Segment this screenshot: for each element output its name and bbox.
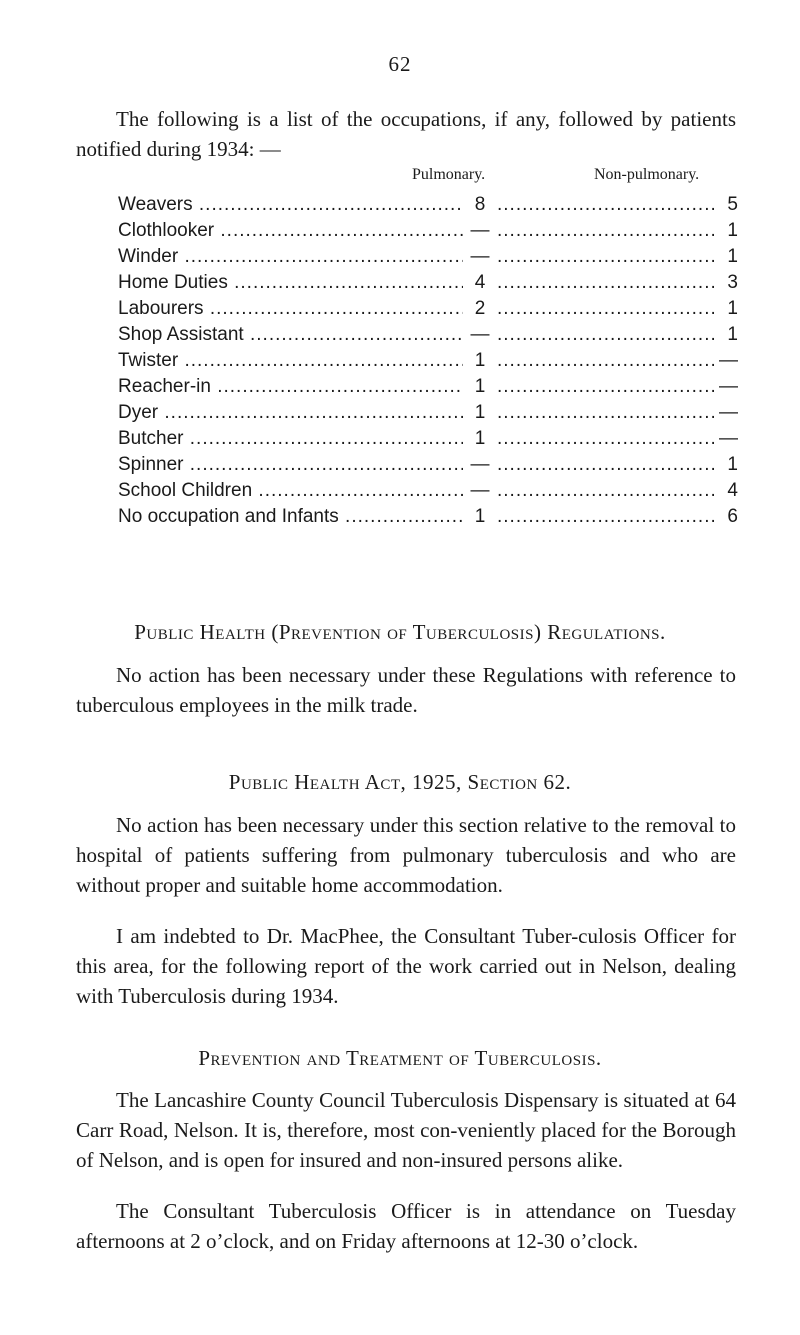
leader-dots	[497, 350, 722, 372]
occupation-cell: Spinner .....	[118, 454, 463, 476]
table-row	[118, 454, 738, 480]
occupation-cell: Butcher .....	[118, 428, 463, 450]
non-pulmonary-cell: 1	[714, 298, 738, 320]
occupation-cell: Winder .....	[118, 246, 463, 268]
intro-paragraph: The following is a list of the occupations, if any, followed by patients notified during 1934: —	[76, 107, 736, 161]
non-pulmonary-cell: 4	[714, 480, 738, 502]
occupation-cell: Shop Assistant .....	[118, 324, 463, 346]
non-pulmonary-cell: 6	[714, 506, 738, 528]
occupation-cell: Dyer .....	[118, 402, 463, 424]
section-heading-public-health-act: Public Health Act, 1925, Section 62.	[228, 770, 572, 794]
occupation-cell: Clothlooker .....	[118, 220, 463, 242]
non-pulmonary-cell: 1	[714, 220, 738, 242]
pulmonary-cell: 8	[463, 194, 497, 216]
table-row	[118, 506, 738, 532]
table-body	[118, 194, 738, 532]
section-heading-prevention-treatment: Prevention and Treatment of Tuberculosis.	[198, 1046, 602, 1070]
pulmonary-cell: —	[463, 454, 497, 476]
leader-dots	[497, 324, 722, 346]
leader-dots	[497, 480, 722, 502]
table-row	[118, 324, 738, 350]
leader-dots	[497, 298, 722, 320]
leader-dots	[497, 376, 722, 398]
occupation-cell: School Children .....	[118, 480, 463, 502]
table-row	[118, 350, 738, 376]
leader-dots	[497, 428, 722, 450]
pulmonary-cell: 1	[463, 376, 497, 398]
non-pulmonary-cell: —	[714, 428, 738, 450]
pulmonary-cell: 1	[463, 350, 497, 372]
leader-dots	[497, 246, 722, 268]
leader-dots	[497, 454, 722, 476]
table-row	[118, 246, 738, 272]
dispensary-paragraph: The Lancashire County Council Tuberculosis Dispensary is situated at 64 Carr Road, Nelson. It is, therefore, most con-veniently placed for the Borough of Nelson, and is open for insured and non-insured persons alike.	[76, 1088, 736, 1172]
pulmonary-cell: 1	[463, 506, 497, 528]
table-row	[118, 298, 738, 324]
pulmonary-column-header: Pulmonary.	[412, 166, 486, 183]
public-health-act-paragraph: No action has been necessary under this section relative to the removal to hospital of patients suffering from pulmonary tuberculosis and who are without proper and suitable home accommodation.	[76, 813, 736, 897]
leader-dots	[497, 402, 722, 424]
occupation-cell: Weavers .....	[118, 194, 463, 216]
occupation-cell: No occupation and Infants .....	[118, 506, 463, 528]
table-row	[118, 402, 738, 428]
table-row	[118, 220, 738, 246]
non-pulmonary-cell: 5	[714, 194, 738, 216]
leader-dots	[497, 272, 722, 294]
pulmonary-cell: —	[463, 220, 497, 242]
non-pulmonary-cell: 1	[714, 324, 738, 346]
occupation-cell: Home Duties .....	[118, 272, 463, 294]
pulmonary-cell: 4	[463, 272, 497, 294]
pulmonary-cell: —	[463, 246, 497, 268]
non-pulmonary-cell: —	[714, 376, 738, 398]
leader-dots	[497, 506, 722, 528]
occupation-cell: Reacher-in .....	[118, 376, 463, 398]
section-heading-regulations: Public Health (Prevention of Tuberculosis) Regulations.	[134, 620, 666, 644]
table-row	[118, 376, 738, 402]
table-row	[118, 272, 738, 298]
regulations-paragraph: No action has been necessary under these Regulations with reference to tuberculous employees in the milk trade.	[76, 663, 736, 717]
occupations-table	[118, 166, 738, 532]
non-pulmonary-cell: —	[714, 402, 738, 424]
table-row	[118, 194, 738, 220]
table-row	[118, 428, 738, 454]
page-number: 62	[388, 52, 412, 76]
non-pulmonary-cell: 1	[714, 246, 738, 268]
table-header	[118, 166, 738, 194]
pulmonary-cell: —	[463, 480, 497, 502]
attendance-paragraph: The Consultant Tuberculosis Officer is in attendance on Tuesday afternoons at 2 o’clock, and on Friday afternoons at 12-30 o’clock.	[76, 1199, 736, 1253]
pulmonary-cell: 2	[463, 298, 497, 320]
non-pulmonary-column-header: Non-pulmonary.	[594, 166, 700, 183]
table-row	[118, 480, 738, 506]
acknowledgement-paragraph: I am indebted to Dr. MacPhee, the Consultant Tuber-culosis Officer for this area, for the following report of the work carried out in Nelson, dealing with Tuberculosis during 1934.	[76, 924, 736, 1008]
pulmonary-cell: 1	[463, 402, 497, 424]
non-pulmonary-cell: 1	[714, 454, 738, 476]
pulmonary-cell: 1	[463, 428, 497, 450]
occupation-cell: Labourers .....	[118, 298, 463, 320]
non-pulmonary-cell: —	[714, 350, 738, 372]
occupation-cell: Twister .....	[118, 350, 463, 372]
pulmonary-cell: —	[463, 324, 497, 346]
non-pulmonary-cell: 3	[714, 272, 738, 294]
leader-dots	[497, 194, 722, 216]
leader-dots	[497, 220, 722, 242]
